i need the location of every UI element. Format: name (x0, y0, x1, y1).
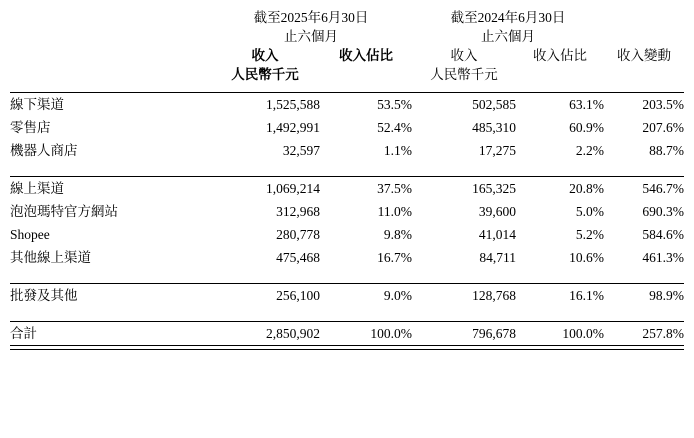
table-row (10, 177, 684, 201)
group-spacer (10, 269, 684, 284)
header-blank-cell-2 (10, 27, 210, 46)
total-pct-2024: 100.0% (562, 326, 604, 341)
header-blank-cell-4 (10, 65, 210, 84)
row-pct-2024: 20.8% (569, 181, 604, 196)
row-revenue-2025: 312,968 (276, 204, 320, 219)
row-change: 584.6% (642, 227, 684, 242)
row-revenue-2024: 39,600 (478, 204, 516, 219)
row-revenue-2024: 41,014 (478, 227, 516, 242)
row-pct-2024: 2.2% (575, 143, 604, 158)
header-unit-2025: 人民幣千元 (231, 67, 299, 82)
table-row (10, 200, 684, 223)
header-col-pct-2024: 收入佔比 (533, 48, 587, 63)
header-subperiod-row (10, 27, 684, 46)
row-label: 其他線上渠道 (10, 250, 91, 265)
row-pct-2025: 1.1% (383, 143, 412, 158)
header-subperiod-2025: 止六個月 (284, 29, 338, 44)
row-label: 機器人商店 (10, 143, 78, 158)
row-pct-2024: 5.2% (575, 227, 604, 242)
row-change: 203.5% (642, 97, 684, 112)
row-change: 207.6% (642, 120, 684, 135)
header-blank-cell-3 (10, 46, 210, 65)
header-period-2024: 截至2024年6月30日 (450, 10, 566, 25)
header-period-row (10, 8, 684, 27)
table-row (10, 246, 684, 269)
row-revenue-2025: 32,597 (282, 143, 320, 158)
row-label: Shopee (10, 227, 50, 242)
total-row (10, 322, 684, 346)
total-change: 257.8% (642, 326, 684, 341)
row-revenue-2024: 128,768 (472, 288, 516, 303)
row-pct-2025: 11.0% (377, 204, 412, 219)
header-subperiod-2024: 止六個月 (481, 29, 535, 44)
row-revenue-2025: 1,492,991 (266, 120, 320, 135)
header-period-2025: 截至2025年6月30日 (253, 10, 369, 25)
total-spacer (10, 307, 684, 322)
header-blank-cell-right-2 (604, 27, 684, 46)
group-spacer (10, 162, 684, 177)
total-label: 合計 (10, 326, 37, 341)
row-change: 88.7% (649, 143, 684, 158)
header-unit-2024: 人民幣千元 (430, 67, 498, 82)
row-pct-2025: 37.5% (377, 181, 412, 196)
row-label: 批發及其他 (10, 288, 78, 303)
row-revenue-2025: 1,525,588 (266, 97, 320, 112)
row-pct-2025: 53.5% (377, 97, 412, 112)
row-revenue-2025: 475,468 (276, 250, 320, 265)
row-revenue-2024: 502,585 (472, 97, 516, 112)
total-pct-2025: 100.0% (370, 326, 412, 341)
header-blank-unit-pct-2024 (516, 65, 604, 84)
row-pct-2025: 16.7% (377, 250, 412, 265)
row-revenue-2024: 84,711 (479, 250, 516, 265)
row-pct-2025: 52.4% (377, 120, 412, 135)
table-bottom-double-rule (10, 346, 684, 350)
table-row (10, 93, 684, 117)
row-change: 546.7% (642, 181, 684, 196)
row-label: 零售店 (10, 120, 51, 135)
row-pct-2024: 63.1% (569, 97, 604, 112)
header-col-change: 收入變動 (617, 48, 671, 63)
header-column-labels-row (10, 46, 684, 65)
row-label: 泡泡瑪特官方網站 (10, 204, 118, 219)
header-blank-cell-right (604, 8, 684, 27)
total-revenue-2025: 2,850,902 (266, 326, 320, 341)
row-revenue-2025: 1,069,214 (266, 181, 320, 196)
revenue-by-channel-table (10, 8, 684, 350)
header-blank-unit-pct-2025 (320, 65, 412, 84)
row-pct-2025: 9.0% (383, 288, 412, 303)
row-revenue-2025: 280,778 (276, 227, 320, 242)
table-row (10, 223, 684, 246)
row-label: 線下渠道 (10, 97, 64, 112)
header-unit-row (10, 65, 684, 84)
header-blank-unit-change (604, 65, 684, 84)
row-change: 98.9% (649, 288, 684, 303)
header-spacer (10, 84, 684, 93)
table-row (10, 139, 684, 162)
row-pct-2024: 10.6% (569, 250, 604, 265)
row-change: 690.3% (642, 204, 684, 219)
row-revenue-2025: 256,100 (276, 288, 320, 303)
row-pct-2025: 9.8% (383, 227, 412, 242)
row-pct-2024: 5.0% (575, 204, 604, 219)
header-col-pct-2025: 收入佔比 (339, 48, 393, 63)
row-revenue-2024: 165,325 (472, 181, 516, 196)
row-change: 461.3% (642, 250, 684, 265)
total-revenue-2024: 796,678 (472, 326, 516, 341)
table-row (10, 116, 684, 139)
row-pct-2024: 16.1% (569, 288, 604, 303)
row-revenue-2024: 485,310 (472, 120, 516, 135)
header-col-revenue-2024: 收入 (450, 48, 478, 63)
header-blank-cell (10, 8, 210, 27)
header-col-revenue-2025: 收入 (251, 48, 279, 63)
table-row (10, 284, 684, 308)
row-revenue-2024: 17,275 (478, 143, 516, 158)
row-label: 線上渠道 (10, 181, 64, 196)
row-pct-2024: 60.9% (569, 120, 604, 135)
